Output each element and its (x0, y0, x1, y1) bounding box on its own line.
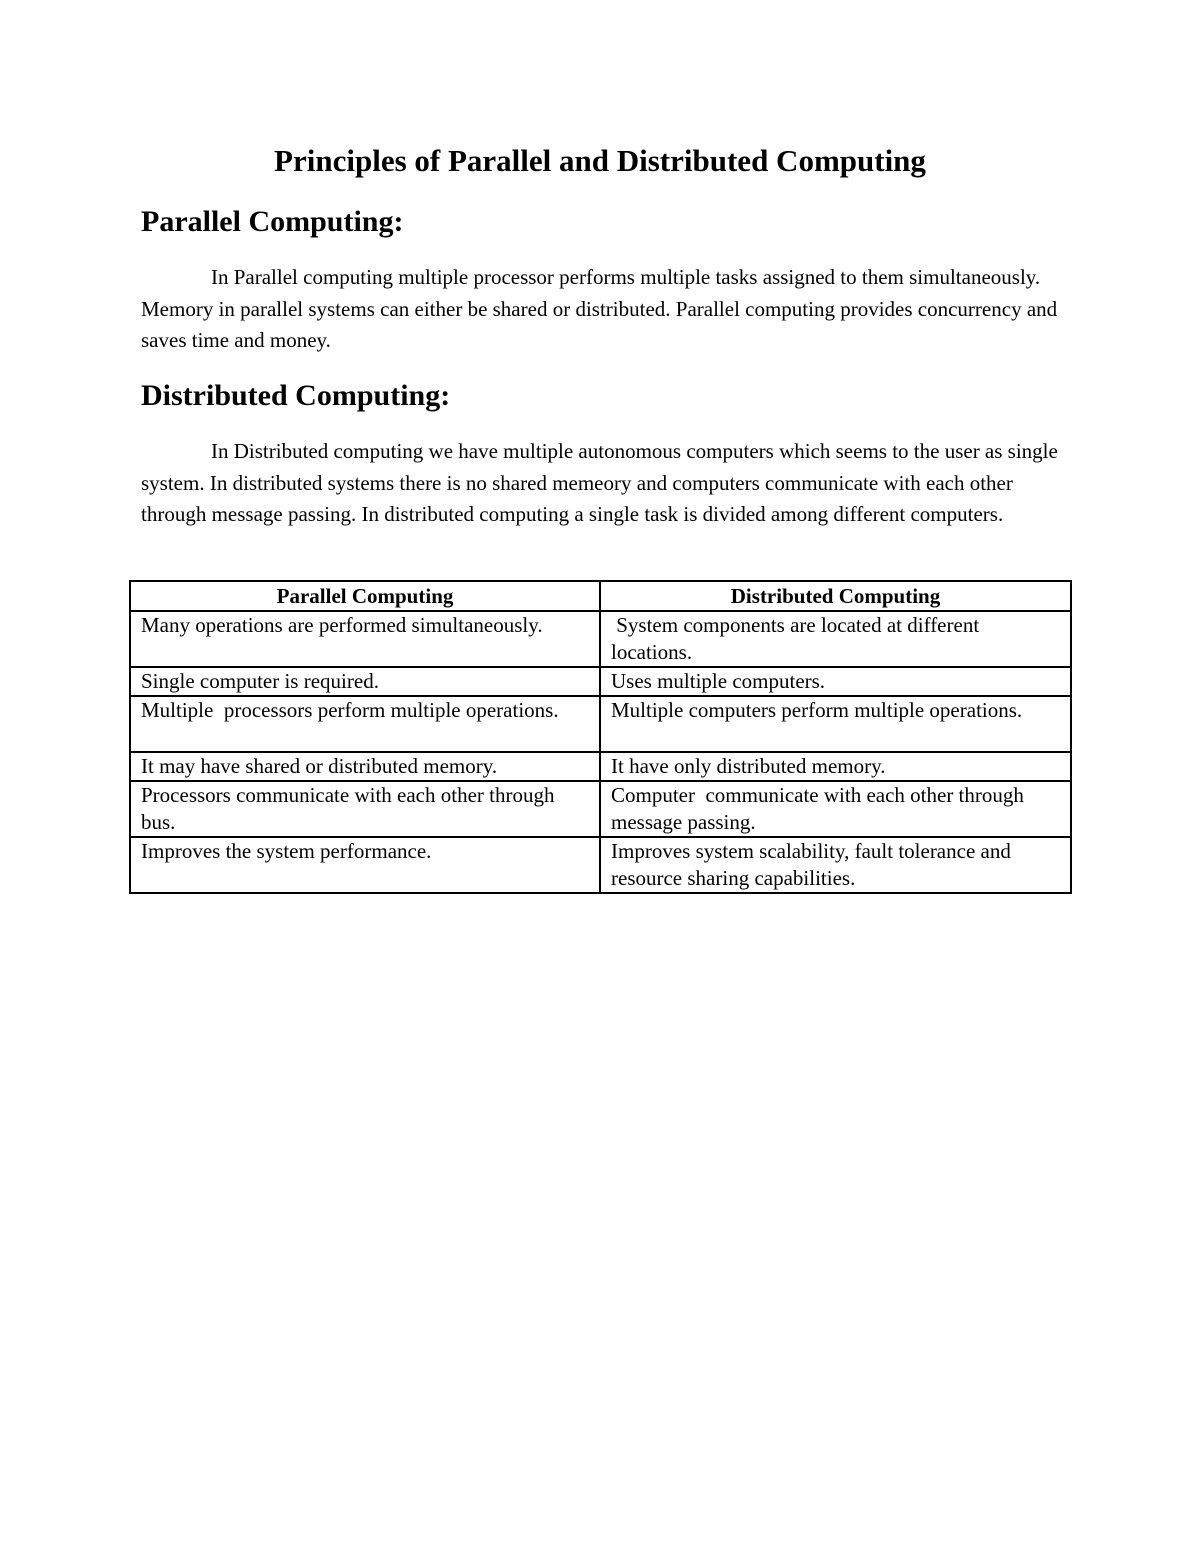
header-parallel-computing: Parallel Computing (130, 581, 600, 611)
table-cell-parallel: Single computer is required. (130, 667, 600, 696)
table-row (130, 781, 1071, 837)
table-cell-distributed: Computer communicate with each other through message passing. (600, 781, 1071, 837)
table-cell-parallel: Many operations are performed simultaneously. (130, 611, 600, 667)
table-row (130, 611, 1071, 667)
table-row (130, 696, 1071, 752)
table-cell-parallel: Processors communicate with each other through bus. (130, 781, 600, 837)
table-cell-parallel: Improves the system performance. (130, 837, 600, 893)
table-header-row (130, 581, 1071, 611)
parallel-computing-paragraph: In Parallel computing multiple processor performs multiple tasks assigned to them simultaneously. Memory in parallel systems can either be shared or distributed. Parallel computing provides concurrency and saves time and money. (141, 265, 1058, 352)
table-row (130, 752, 1071, 781)
distributed-computing-paragraph: In Distributed computing we have multiple autonomous computers which seems to the user as single system. In distributed systems there is no shared memeory and computers communicate with each other through message passing. In distributed computing a single task is divided among different computers. (141, 439, 1058, 526)
table-cell-distributed: It have only distributed memory. (600, 752, 1071, 781)
comparison-table (129, 580, 1072, 894)
table-cell-distributed: Uses multiple computers. (600, 667, 1071, 696)
parallel-computing-heading: Parallel Computing: (141, 205, 404, 238)
table-cell-distributed: Improves system scalability, fault tolerance and resource sharing capabilities. (600, 837, 1071, 893)
header-distributed-computing: Distributed Computing (600, 581, 1071, 611)
table-cell-parallel: It may have shared or distributed memory. (130, 752, 600, 781)
document-title: Principles of Parallel and Distributed Computing (274, 143, 926, 178)
distributed-computing-heading: Distributed Computing: (141, 379, 451, 412)
table-cell-distributed: Multiple computers perform multiple operations. (600, 696, 1071, 752)
table-row (130, 667, 1071, 696)
table-cell-distributed: System components are located at different locations. (600, 611, 1071, 667)
table-row (130, 837, 1071, 893)
table-cell-parallel: Multiple processors perform multiple operations. (130, 696, 600, 752)
